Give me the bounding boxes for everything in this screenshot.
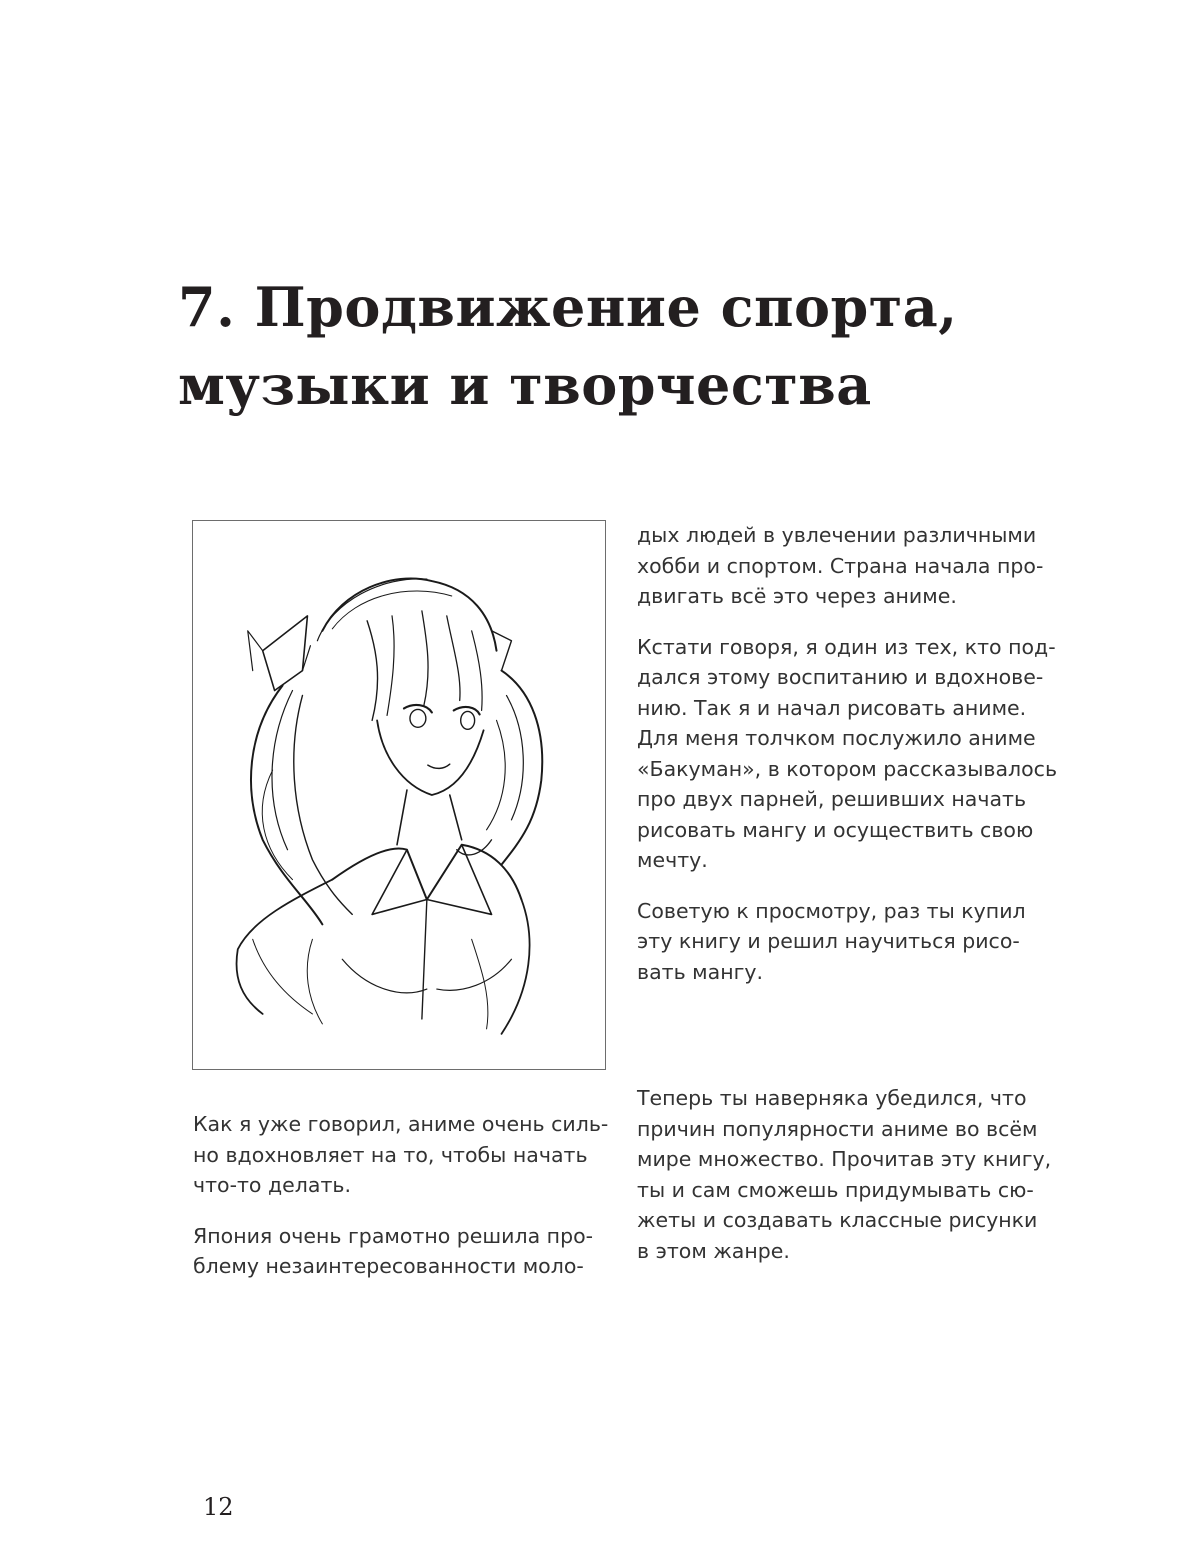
text-column-right-top [637,520,1057,1007]
text-line: но вдохновляет на то, чтобы начать [193,1142,588,1167]
text-line: вать мангу. [637,959,764,984]
text-line: эту книгу и решил научиться рисо- [637,929,1020,953]
text-line: «Бакуман», в котором рассказывалось [637,756,1058,781]
sketch-girl-illustration [193,521,605,1069]
text-line: Япония очень грамотно решила про- [193,1223,594,1248]
paragraph [637,520,1057,612]
text-line: Кстати говоря, я один из тех, кто под- [637,634,1056,659]
text-line: Советую к просмотру, раз ты купил [637,898,1026,923]
text-line: хобби и спортом. Страна начала про- [637,553,1044,578]
text-line: блему незаинтересованности моло- [193,1254,584,1278]
text-line: дался этому воспитанию и вдохнове- [637,665,1044,689]
text-line: Для меня толчком послужило аниме [637,726,1036,750]
paragraph [637,632,1057,876]
illustration-frame [192,520,606,1070]
page-title-line-2: музыки и творчества [178,353,872,417]
text-line: что-то делать. [193,1173,351,1197]
text-column-right-bottom [637,1083,1057,1286]
text-line: Теперь ты наверняка убедился, что [637,1086,1027,1110]
page-title [178,268,1078,424]
text-line: ты и сам сможешь придумывать сю- [637,1177,1034,1202]
text-line: причин популярности аниме во всём [637,1116,1038,1141]
page-title-line-1: 7. Продвижение спорта, [178,275,958,339]
paragraph [193,1221,613,1282]
text-line: Как я уже говорил, аниме очень силь- [193,1112,609,1136]
text-line: рисовать мангу и осуществить свою [637,817,1034,842]
text-column-left [193,1109,613,1302]
text-line: про двух парней, решивших начать [637,787,1027,811]
text-line: в этом жанре. [637,1238,790,1263]
text-line: нию. Так я и начал рисовать аниме. [637,695,1027,720]
paragraph [193,1109,613,1201]
paragraph [637,1083,1057,1266]
page-number: 12 [203,1493,234,1521]
text-line: двигать всё это через аниме. [637,584,957,608]
text-line: мечту. [637,848,708,872]
text-line: дых людей в увлечении различными [637,523,1037,547]
text-line: мире множество. Прочитав эту книгу, [637,1147,1052,1171]
text-line: жеты и создавать классные рисунки [637,1208,1038,1232]
paragraph [637,896,1057,988]
